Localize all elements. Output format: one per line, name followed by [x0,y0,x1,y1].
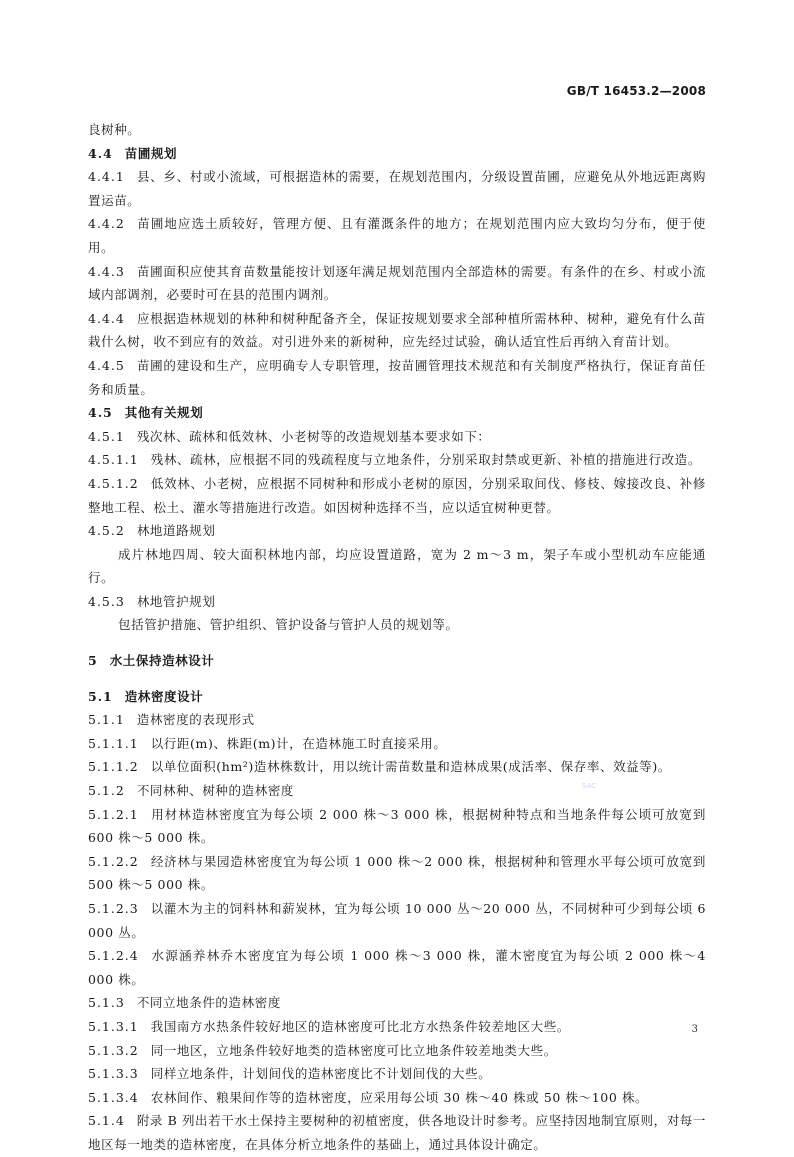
clause-paragraph [88,732,706,756]
clause-number: 4.5.1.1 [88,452,139,468]
clause-text: 水源涵养林乔木密度宜为每公顷 1 000 株～3 000 株，灌木密度宜为每公顷 2 000 株～4 000 株。 [88,948,706,987]
clause-number: 4.5.1 [88,428,125,444]
clause-paragraph [88,755,706,779]
clause-number: 5.1.2.4 [88,948,139,964]
clause-number: 5.1.1.2 [88,759,139,775]
section-heading [88,142,706,166]
section-heading [88,401,706,425]
clause-number: 4.5 [88,405,113,421]
clause-number: 5.1.2.2 [88,853,139,869]
clause-text: 县、乡、村或小流域，可根据造林的需要，在规划范围内，分级设置苗圃，应避免从外地远距离购置运苗。 [88,169,706,208]
clause-paragraph [88,472,706,519]
clause-text: 农林间作、粮果间作等的造林密度，应采用每公顷 30 株～40 株或 50 株～100 株。 [150,1089,649,1105]
clause-number: 5.1.3.1 [88,1018,139,1034]
clause-text: 不同立地条件的造林密度 [136,995,281,1011]
clause-text: 造林密度的表现形式 [136,712,255,728]
clause-number: 4.5.1.2 [88,475,139,491]
clause-text: 苗圃地应选土质较好，管理方便、且有灌溉条件的地方；在规划范围内应大致均匀分布，便于使用。 [88,216,706,255]
clause-text: 应根据造林规划的林种和树种配备齐全，保证按规划要求全部种植所需林种、树种，避免有什么苗栽什么树，收不到应有的效益。对引进外来的新树种，应先经过试验，确认适宜性后再纳入育苗计划。 [88,310,706,350]
clause-paragraph [88,708,706,732]
standard-code-header: GB/T 16453.2—2008 [566,84,706,98]
clause-paragraph [88,779,706,803]
clause-paragraph [88,1039,706,1063]
clause-text: 不同林种、树种的造林密度 [136,783,295,799]
clause-text: 残林、疏林，应根据不同的残疏程度与立地条件，分别采取封禁或更新、补植的措施进行改造。 [150,452,701,468]
clause-number: 5.1.3.3 [88,1066,139,1082]
clause-number: 4.4.2 [88,216,125,232]
clause-text: 其他有关规划 [124,405,204,421]
clause-paragraph [88,1109,706,1156]
clause-text: 以行距(m)、株距(m)计，在造林施工时直接采用。 [150,735,447,751]
clause-text: 用材林造林密度宜为每公顷 2 000 株～3 000 株，根据树种特点和当地条件每公顷可放宽到 600 株～5 000 株。 [88,806,706,846]
clause-text: 同一地区，立地条件较好地类的造林密度可比立地条件较差地类大些。 [150,1042,557,1058]
chapter-heading [88,649,706,673]
clause-number: 5.1.3 [88,995,125,1011]
clause-text: 我国南方水热条件较好地区的造林密度可比北方水热条件较差地区大些。 [150,1018,570,1034]
clause-number: 5.1.2.1 [88,806,139,822]
clause-text: 包括管护措施、管护组织、管护设备与管护人员的规划等。 [118,617,459,633]
clause-number: 4.4 [88,145,113,161]
clause-text: 良树种。 [88,122,141,137]
document-body [88,118,706,1157]
clause-number: 4.5.2 [88,523,125,539]
section-heading [88,685,706,709]
clause-number: 5.1.3.4 [88,1089,139,1105]
clause-number: 5.1.2.3 [88,901,139,916]
clause-text: 林地道路规划 [136,523,216,539]
clause-number: 4.4.1 [88,169,125,185]
clause-text: 附录 B 列出若干水土保持主要树种的初植密度，供各地设计时参考。应坚持因地制宜原则，对每一地区每一地类的造林密度，在具体分析立地条件的基础上，通过具体设计确定。 [88,1113,706,1152]
clause-paragraph [88,590,706,614]
clause-number: 5.1 [88,688,113,704]
clause-number: 4.4.5 [88,357,125,373]
clause-number: 4.4.3 [88,263,125,279]
clause-text: 残次林、疏林和低效林、小老树等的改造规划基本要求如下： [136,428,491,444]
clause-paragraph [88,897,706,944]
clause-paragraph [88,991,706,1015]
clause-number: 5.1.1.1 [88,735,139,751]
clause-text: 成片林地四周、较大面积林地内部，均应设置道路，宽为 2 m～3 m，架子车或小型机动车应能通行。 [88,546,706,586]
clause-paragraph [88,307,706,354]
clause-paragraph [88,803,706,850]
clause-text: 苗圃面积应使其育苗数量能按计划逐年满足规划范围内全部造林的需要。有条件的在乡、村或小流域内部调剂，必要时可在县的范围内调剂。 [88,263,706,303]
clause-paragraph [88,448,706,472]
clause-text: 林地管护规划 [136,593,216,609]
clause-number: 5.1.4 [88,1113,125,1129]
clause-paragraph [88,543,706,590]
clause-paragraph [88,260,706,307]
clause-number: 4.5.3 [88,593,125,609]
clause-number: 5 [88,653,98,669]
clause-text: 苗圃规划 [124,145,178,161]
clause-paragraph [88,165,706,212]
watermark-stamp-icon: SAC [581,782,597,790]
clause-number: 5.1.1 [88,712,125,728]
clause-paragraph [88,613,706,637]
clause-paragraph [88,850,706,897]
clause-number: 4.4.4 [88,310,125,326]
clause-text: 造林密度设计 [124,688,204,704]
clause-paragraph [88,519,706,543]
clause-paragraph [88,425,706,449]
clause-number: 5.1.2 [88,783,125,799]
clause-paragraph [88,944,706,991]
page-number: 3 [691,1024,698,1035]
clause-text: 以单位面积(hm²)造林株数计，用以统计需苗数量和造林成果(成活率、保存率、效益等)。 [150,759,671,775]
clause-paragraph [88,1015,706,1039]
clause-text: 水土保持造林设计 [109,653,215,669]
clause-text: 同样立地条件，计划间伐的造林密度比不计划间伐的大些。 [150,1066,492,1082]
clause-text: 低效林、小老树，应根据不同树种和形成小老树的原因，分别采取间伐、修枝、嫁接改良、补修整地工程、松土、灌水等措施进行改造。如因树种选择不当，应以适宜树种更替。 [88,475,706,515]
clause-paragraph [88,212,706,259]
clause-text: 以灌木为主的饲料林和薪炭林，宜为每公顷 10 000 丛～20 000 丛，不同树种可少到每公顷 6 000 丛。 [88,901,706,940]
clause-paragraph [88,1086,706,1110]
clause-paragraph [88,354,706,401]
clause-text: 苗圃的建设和生产，应明确专人专职管理，按苗圃管理技术规范和有关制度严格执行，保证育苗任务和质量。 [88,357,706,397]
clause-paragraph [88,1062,706,1086]
clause-text: 经济林与果园造林密度宜为每公顷 1 000 株～2 000 株，根据树种和管理水平每公顷可放宽到 500 株～5 000 株。 [88,853,706,893]
clause-paragraph [88,118,706,142]
clause-number: 5.1.3.2 [88,1042,139,1058]
